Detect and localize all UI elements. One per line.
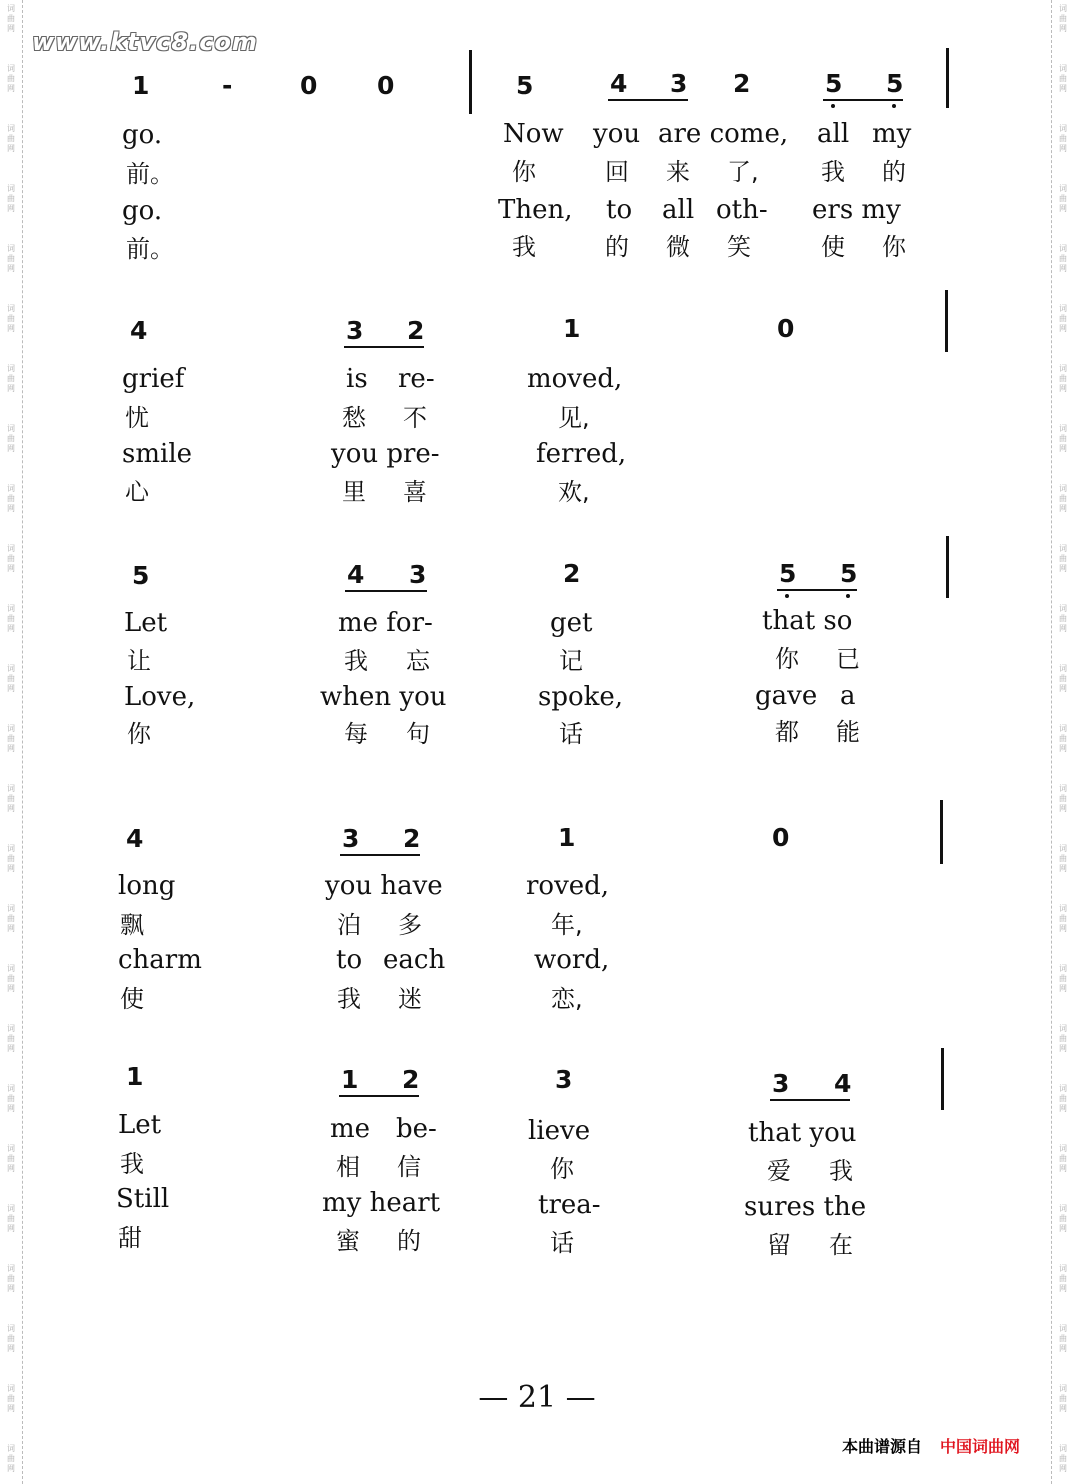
lyric-cn: 的 [605,233,629,261]
note-dash: - [222,71,233,100]
lyric-cn: 在 [829,1231,853,1259]
note: 2 [403,824,421,853]
margin-watermark-tile: 词 曲 网 [1059,964,1067,993]
margin-watermark-tile: 词 曲 网 [1059,544,1067,573]
margin-watermark-tile: 词 曲 网 [7,844,15,873]
note: 2 [733,69,751,98]
lyric-cn: 愁 [342,404,366,432]
beam [823,99,903,101]
low-octave-dot [846,594,850,598]
low-octave-dot [785,594,789,598]
lyric-cn: 笑 [727,233,751,261]
lyric-en: Let [124,608,168,638]
margin-watermark-tile: 词 曲 网 [1059,1444,1067,1473]
margin-watermark-tile: 词 曲 网 [1059,784,1067,813]
margin-watermark-tile: 词 曲 网 [7,544,15,573]
beam [339,1095,419,1097]
margin-watermark-tile: 词 曲 网 [7,184,15,213]
margin-watermark-tile: 词 曲 网 [7,1264,15,1293]
note: 5 [516,71,534,100]
lyric-cn: 使 [821,233,845,261]
lyric-en: smile [122,439,193,469]
margin-watermark-tile: 词 曲 网 [7,1144,15,1173]
margin-watermark-tile: 词 曲 网 [7,1324,15,1353]
margin-watermark-tile: 词 曲 网 [1059,184,1067,213]
note: 2 [407,316,425,345]
lyric-en: to [606,195,633,225]
page-number: — 21 — [478,1380,596,1415]
lyric-cn: 话 [550,1229,574,1257]
beam [345,590,427,592]
margin-watermark-tile: 词 曲 网 [1059,724,1067,753]
margin-watermark-tile: 词 曲 网 [7,664,15,693]
lyric-cn: 喜 [403,478,427,506]
lyric-en: charm [118,945,202,975]
lyric-cn: 忘 [406,647,430,675]
lyric-cn: 记 [559,647,583,675]
margin-watermark-tile: 词 曲 网 [7,424,15,453]
note: 5 [132,561,150,590]
lyric-cn: 留 [767,1231,791,1259]
note: 3 [670,69,688,98]
barline [946,48,949,108]
lyric-cn: 你 [512,158,536,186]
lyric-cn: 了, [727,158,759,186]
margin-watermark-tile: 词 曲 网 [1059,4,1067,33]
margin-watermark-tile: 词 曲 网 [7,904,15,933]
lyric-en: Let [118,1110,162,1140]
note: 5 [825,69,843,98]
lyric-en: long [118,871,176,901]
note: 1 [558,823,576,852]
margin-watermark-tile: 词 曲 网 [7,304,15,333]
lyric-en: Then, [498,195,573,225]
beam [777,589,857,591]
note: 0 [772,823,790,852]
low-octave-dot [831,104,835,108]
lyric-cn: 飘 [120,911,144,939]
margin-watermark-tile: 词 曲 网 [7,964,15,993]
lyric-cn: 能 [836,718,860,746]
lyric-cn: 你 [775,645,799,673]
source-site-link[interactable]: 中国词曲网 [940,1437,1021,1456]
lyric-cn: 我 [821,158,845,186]
margin-watermark-tile: 词 曲 网 [7,784,15,813]
lyric-en: all [662,195,695,225]
margin-watermark-tile: 词 曲 网 [1059,244,1067,273]
margin-watermark-tile: 词 曲 网 [7,364,15,393]
note: 1 [126,1062,144,1091]
lyric-cn: 前。 [126,160,174,188]
margin-watermark-tile: 词 曲 网 [1059,304,1067,333]
note: 5 [779,559,797,588]
lyric-en: go. [122,196,163,226]
lyric-cn: 你 [550,1155,574,1183]
lyric-cn: 泊 [337,911,361,939]
lyric-en: go. [122,120,163,150]
lyric-cn: 已 [836,645,860,673]
margin-watermark-tile: 词 曲 网 [7,64,15,93]
beam [340,854,420,856]
margin-watermark-tile: 词 曲 网 [7,484,15,513]
lyric-cn: 来 [666,158,690,186]
lyric-en: be- [396,1114,437,1144]
lyric-en: ferred, [536,439,627,469]
note: 1 [563,314,581,343]
lyric-cn: 恋, [551,985,583,1013]
margin-watermark-tile: 词 曲 网 [1059,604,1067,633]
lyric-en: my [872,119,912,149]
margin-watermark-tile: 词 曲 网 [1059,424,1067,453]
margin-watermark-tile: 词 曲 网 [1059,1264,1067,1293]
note: 5 [840,559,858,588]
lyric-cn: 我 [344,647,368,675]
note: 4 [610,69,628,98]
lyric-cn: 前。 [126,235,174,263]
lyric-en: ers my [812,195,901,225]
note: 4 [347,560,365,589]
lyric-en: re- [398,364,435,394]
note: 1 [341,1065,359,1094]
margin-watermark-tile: 词 曲 网 [1059,64,1067,93]
lyric-en: trea- [538,1190,601,1220]
margin-watermark-tile: 词 曲 网 [1059,1324,1067,1353]
lyric-cn: 使 [120,985,144,1013]
lyric-en: are come, [658,119,789,149]
note: 3 [346,316,364,345]
note: 4 [834,1069,852,1098]
lyric-en: get [550,608,593,638]
lyric-en: that you [748,1118,857,1148]
barline [469,50,472,114]
lyric-cn: 里 [342,478,366,506]
margin-watermark-tile: 词 曲 网 [7,724,15,753]
lyric-cn: 相 [336,1153,360,1181]
lyric-en: sures the [744,1192,867,1222]
note: 4 [130,316,148,345]
note: 3 [409,560,427,589]
lyric-en: you [593,119,641,149]
lyric-en: word, [534,945,610,975]
lyric-cn: 蜜 [336,1227,360,1255]
lyric-en: my heart [322,1188,441,1218]
lyric-cn: 不 [403,404,427,432]
note: 0 [377,71,395,100]
margin-watermark-tile: 词 曲 网 [1059,1024,1067,1053]
lyric-en: grief [122,364,185,394]
lyric-en: you pre- [331,439,440,469]
lyric-cn: 都 [775,718,799,746]
lyric-cn: 的 [882,158,906,186]
lyric-cn: 微 [666,233,690,261]
lyric-cn: 甜 [118,1224,142,1252]
lyric-cn: 多 [398,911,422,939]
margin-watermark-tile: 词 曲 网 [1059,1084,1067,1113]
lyric-cn: 我 [337,985,361,1013]
lyric-en: Still [116,1184,170,1214]
beam [770,1099,850,1101]
lyric-en: me for- [338,608,433,638]
margin-watermark-tile: 词 曲 网 [7,1024,15,1053]
lyric-cn: 见, [558,404,590,432]
margin-watermark-tile: 词 曲 网 [1059,1144,1067,1173]
lyric-en: a [840,681,856,711]
lyric-cn: 年, [551,911,583,939]
margin-watermark-tile: 词 曲 网 [1059,364,1067,393]
lyric-cn: 每 [344,720,368,748]
beam [608,99,688,101]
site-watermark: www.ktvc8.com [32,28,258,56]
note: 1 [132,71,150,100]
margin-watermark-tile: 词 曲 网 [1059,484,1067,513]
lyric-en: spoke, [538,682,624,712]
lyric-cn: 你 [127,720,151,748]
lyric-en: oth- [716,195,768,225]
margin-watermark-tile: 词 曲 网 [1059,124,1067,153]
lyric-en: moved, [527,364,623,394]
margin-watermark-tile: 词 曲 网 [1059,904,1067,933]
low-octave-dot [892,104,896,108]
beam [344,346,424,348]
lyric-cn: 爱 [767,1157,791,1185]
lyric-cn: 心 [125,478,149,506]
source-prefix: 本曲谱源自 [842,1437,923,1456]
note: 3 [342,824,360,853]
lyric-en: you have [325,871,443,901]
lyric-en: all [817,119,850,149]
lyric-en: gave [755,681,818,711]
margin-watermark-tile: 词 曲 网 [7,1084,15,1113]
margin-watermark-tile: 词 曲 网 [7,4,15,33]
lyric-en: to [336,945,363,975]
lyric-en: me [330,1114,371,1144]
lyric-cn: 让 [127,647,151,675]
lyric-cn: 句 [406,720,430,748]
margin-watermark-tile: 词 曲 网 [7,1384,15,1413]
lyric-en: is [346,364,368,394]
barline [946,536,949,598]
lyric-en: each [383,945,446,975]
lyric-en: Now [503,119,564,149]
note: 4 [126,824,144,853]
lyric-en: when you [320,682,447,712]
note: 0 [300,71,318,100]
lyric-cn: 话 [559,720,583,748]
source-note [842,1434,1020,1457]
lyric-cn: 我 [120,1150,144,1178]
margin-watermark-tile: 词 曲 网 [7,1204,15,1233]
lyric-cn: 欢, [558,478,590,506]
lyric-en: lieve [528,1116,591,1146]
margin-watermark-tile: 词 曲 网 [1059,844,1067,873]
margin-watermark-tile: 词 曲 网 [7,124,15,153]
note: 0 [777,314,795,343]
lyric-cn: 信 [397,1153,421,1181]
lyric-cn: 我 [512,233,536,261]
barline [940,800,943,864]
margin-watermark-tile: 词 曲 网 [1059,1384,1067,1413]
note: 3 [772,1069,790,1098]
margin-watermark-tile: 词 曲 网 [7,1444,15,1473]
lyric-cn: 迷 [398,985,422,1013]
margin-watermark-tile: 词 曲 网 [7,244,15,273]
note: 2 [563,559,581,588]
lyric-cn: 回 [605,158,629,186]
barline [941,1048,944,1110]
note: 2 [402,1065,420,1094]
margin-watermark-tile: 词 曲 网 [1059,664,1067,693]
lyric-cn: 忧 [125,404,149,432]
lyric-en: Love, [124,682,196,712]
note: 3 [555,1065,573,1094]
barline [945,290,948,352]
lyric-en: that so [762,606,853,636]
lyric-cn: 你 [882,233,906,261]
lyric-en: roved, [526,871,610,901]
lyric-cn: 的 [397,1227,421,1255]
margin-watermark-tile: 词 曲 网 [1059,1204,1067,1233]
margin-watermark-tile: 词 曲 网 [7,604,15,633]
note: 5 [886,69,904,98]
lyric-cn: 我 [829,1157,853,1185]
